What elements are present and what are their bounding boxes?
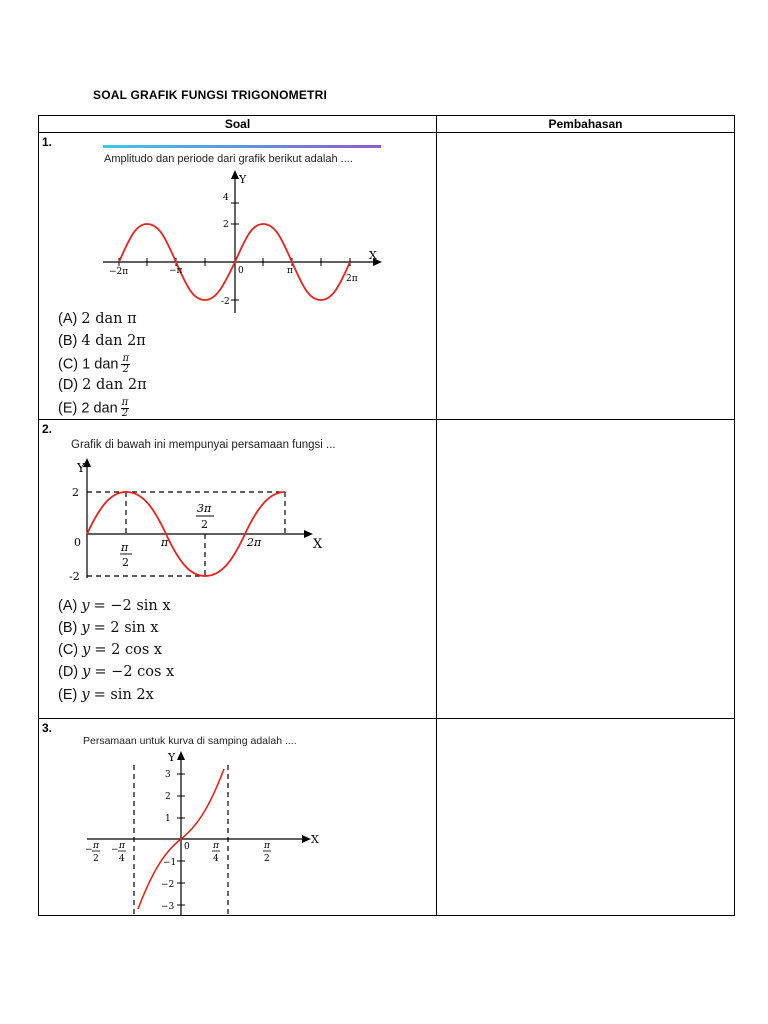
table-header-row [39, 116, 735, 133]
question-row-3 [39, 719, 735, 916]
question-cell-3 [39, 719, 437, 916]
question-cell-1 [39, 133, 437, 420]
x-label-pi: π [213, 841, 219, 851]
discussion-cell-3 [437, 719, 735, 916]
sine-graph-1 [99, 167, 389, 317]
y-tick-2: 2 [165, 792, 171, 802]
axis-x-label: X [313, 537, 323, 552]
option-a: (A) y = −2 sin x [58, 598, 171, 614]
x-label-minus: − [85, 845, 93, 855]
question-number: 2. [42, 422, 53, 436]
x-label-two: 2 [93, 854, 99, 864]
question-prompt: Grafik di bawah ini mempunyai persamaan fungsi ... [71, 439, 336, 451]
question-cell-2 [39, 420, 437, 719]
x-label-2pi: 2π [247, 536, 262, 549]
x-tick-2pi: 2π [346, 274, 358, 284]
option-c: (C) y = 2 cos x [58, 642, 163, 658]
x-label-pi-half-den: 2 [122, 556, 129, 569]
option-e: (E) y = sin 2x [58, 687, 154, 703]
axis-x-label: X [369, 249, 377, 262]
axis-x-label: X [311, 833, 319, 846]
x-tick-negpi: −π [169, 266, 183, 276]
y-tick-1: 1 [165, 814, 171, 824]
y-tick-4: 4 [223, 193, 229, 203]
axis-y-label: Y [77, 461, 85, 475]
y-tick-3: 3 [165, 770, 171, 780]
question-prompt: Persamaan untuk kurva di samping adalah .... [83, 735, 297, 747]
question-row-2 [39, 420, 735, 719]
option-c: (C) 1 dan $\frac{\pi}{2}$ [58, 353, 130, 375]
x-label-four: 4 [213, 854, 219, 864]
option-a: (A) 2 dan π [58, 311, 137, 327]
x-tick-0: 0 [238, 266, 244, 276]
y-tick-neg1: −1 [163, 858, 177, 868]
axis-y-label: Y [239, 173, 247, 186]
question-row-1 [39, 133, 735, 420]
x-label-pi: π [119, 841, 125, 851]
question-table [38, 115, 735, 916]
option-b: (B) y = 2 sin x [58, 620, 159, 636]
option-e: (E) 2 dan $\frac{\pi}{2}$ [58, 397, 129, 419]
axis-y-label: Y [168, 751, 176, 764]
x-label-four: 4 [119, 854, 125, 864]
y-tick-neg3: −3 [161, 902, 175, 912]
question-prompt: Amplitudo dan periode dari grafik berikut adalah .... [104, 153, 353, 165]
x-label-pi-half-num: π [121, 541, 129, 554]
sine-graph-2 [67, 454, 337, 584]
x-label-minus: − [111, 845, 119, 855]
x-label-pi: π [93, 841, 99, 851]
x-label-pi: π [161, 536, 169, 549]
gradient-rule [103, 145, 381, 149]
discussion-cell-1 [437, 133, 735, 420]
header-pembahasan: Pembahasan [437, 116, 735, 133]
question-number: 3. [42, 721, 53, 735]
option-d: (D) 2 dan 2π [58, 377, 147, 393]
y-tick-2: 2 [72, 486, 79, 499]
y-tick-2: 2 [223, 220, 229, 230]
x-tick-pi: π [287, 266, 293, 276]
x-tick-neg2pi: −2π [109, 267, 129, 277]
y-tick-neg2: −2 [161, 880, 175, 890]
x-label-pi: π [264, 841, 270, 851]
discussion-cell-2 [437, 420, 735, 719]
tan-graph-3 [81, 747, 341, 915]
origin-label: 0 [74, 536, 81, 549]
document-title: SOAL GRAFIK FUNGSI TRIGONOMETRI [93, 88, 327, 102]
option-b: (B) 4 dan 2π [58, 333, 146, 349]
x-label-3pi-half-den: 2 [201, 518, 208, 531]
x-label-3pi-half-num: 3π [197, 502, 212, 515]
header-soal: Soal [39, 116, 437, 133]
option-d: (D) y = −2 cos x [58, 664, 175, 680]
x-label-two: 2 [264, 854, 270, 864]
y-tick-neg2: -2 [221, 297, 230, 307]
y-tick-neg2: -2 [69, 570, 80, 583]
origin-label: 0 [184, 842, 190, 852]
question-number: 1. [42, 135, 53, 149]
